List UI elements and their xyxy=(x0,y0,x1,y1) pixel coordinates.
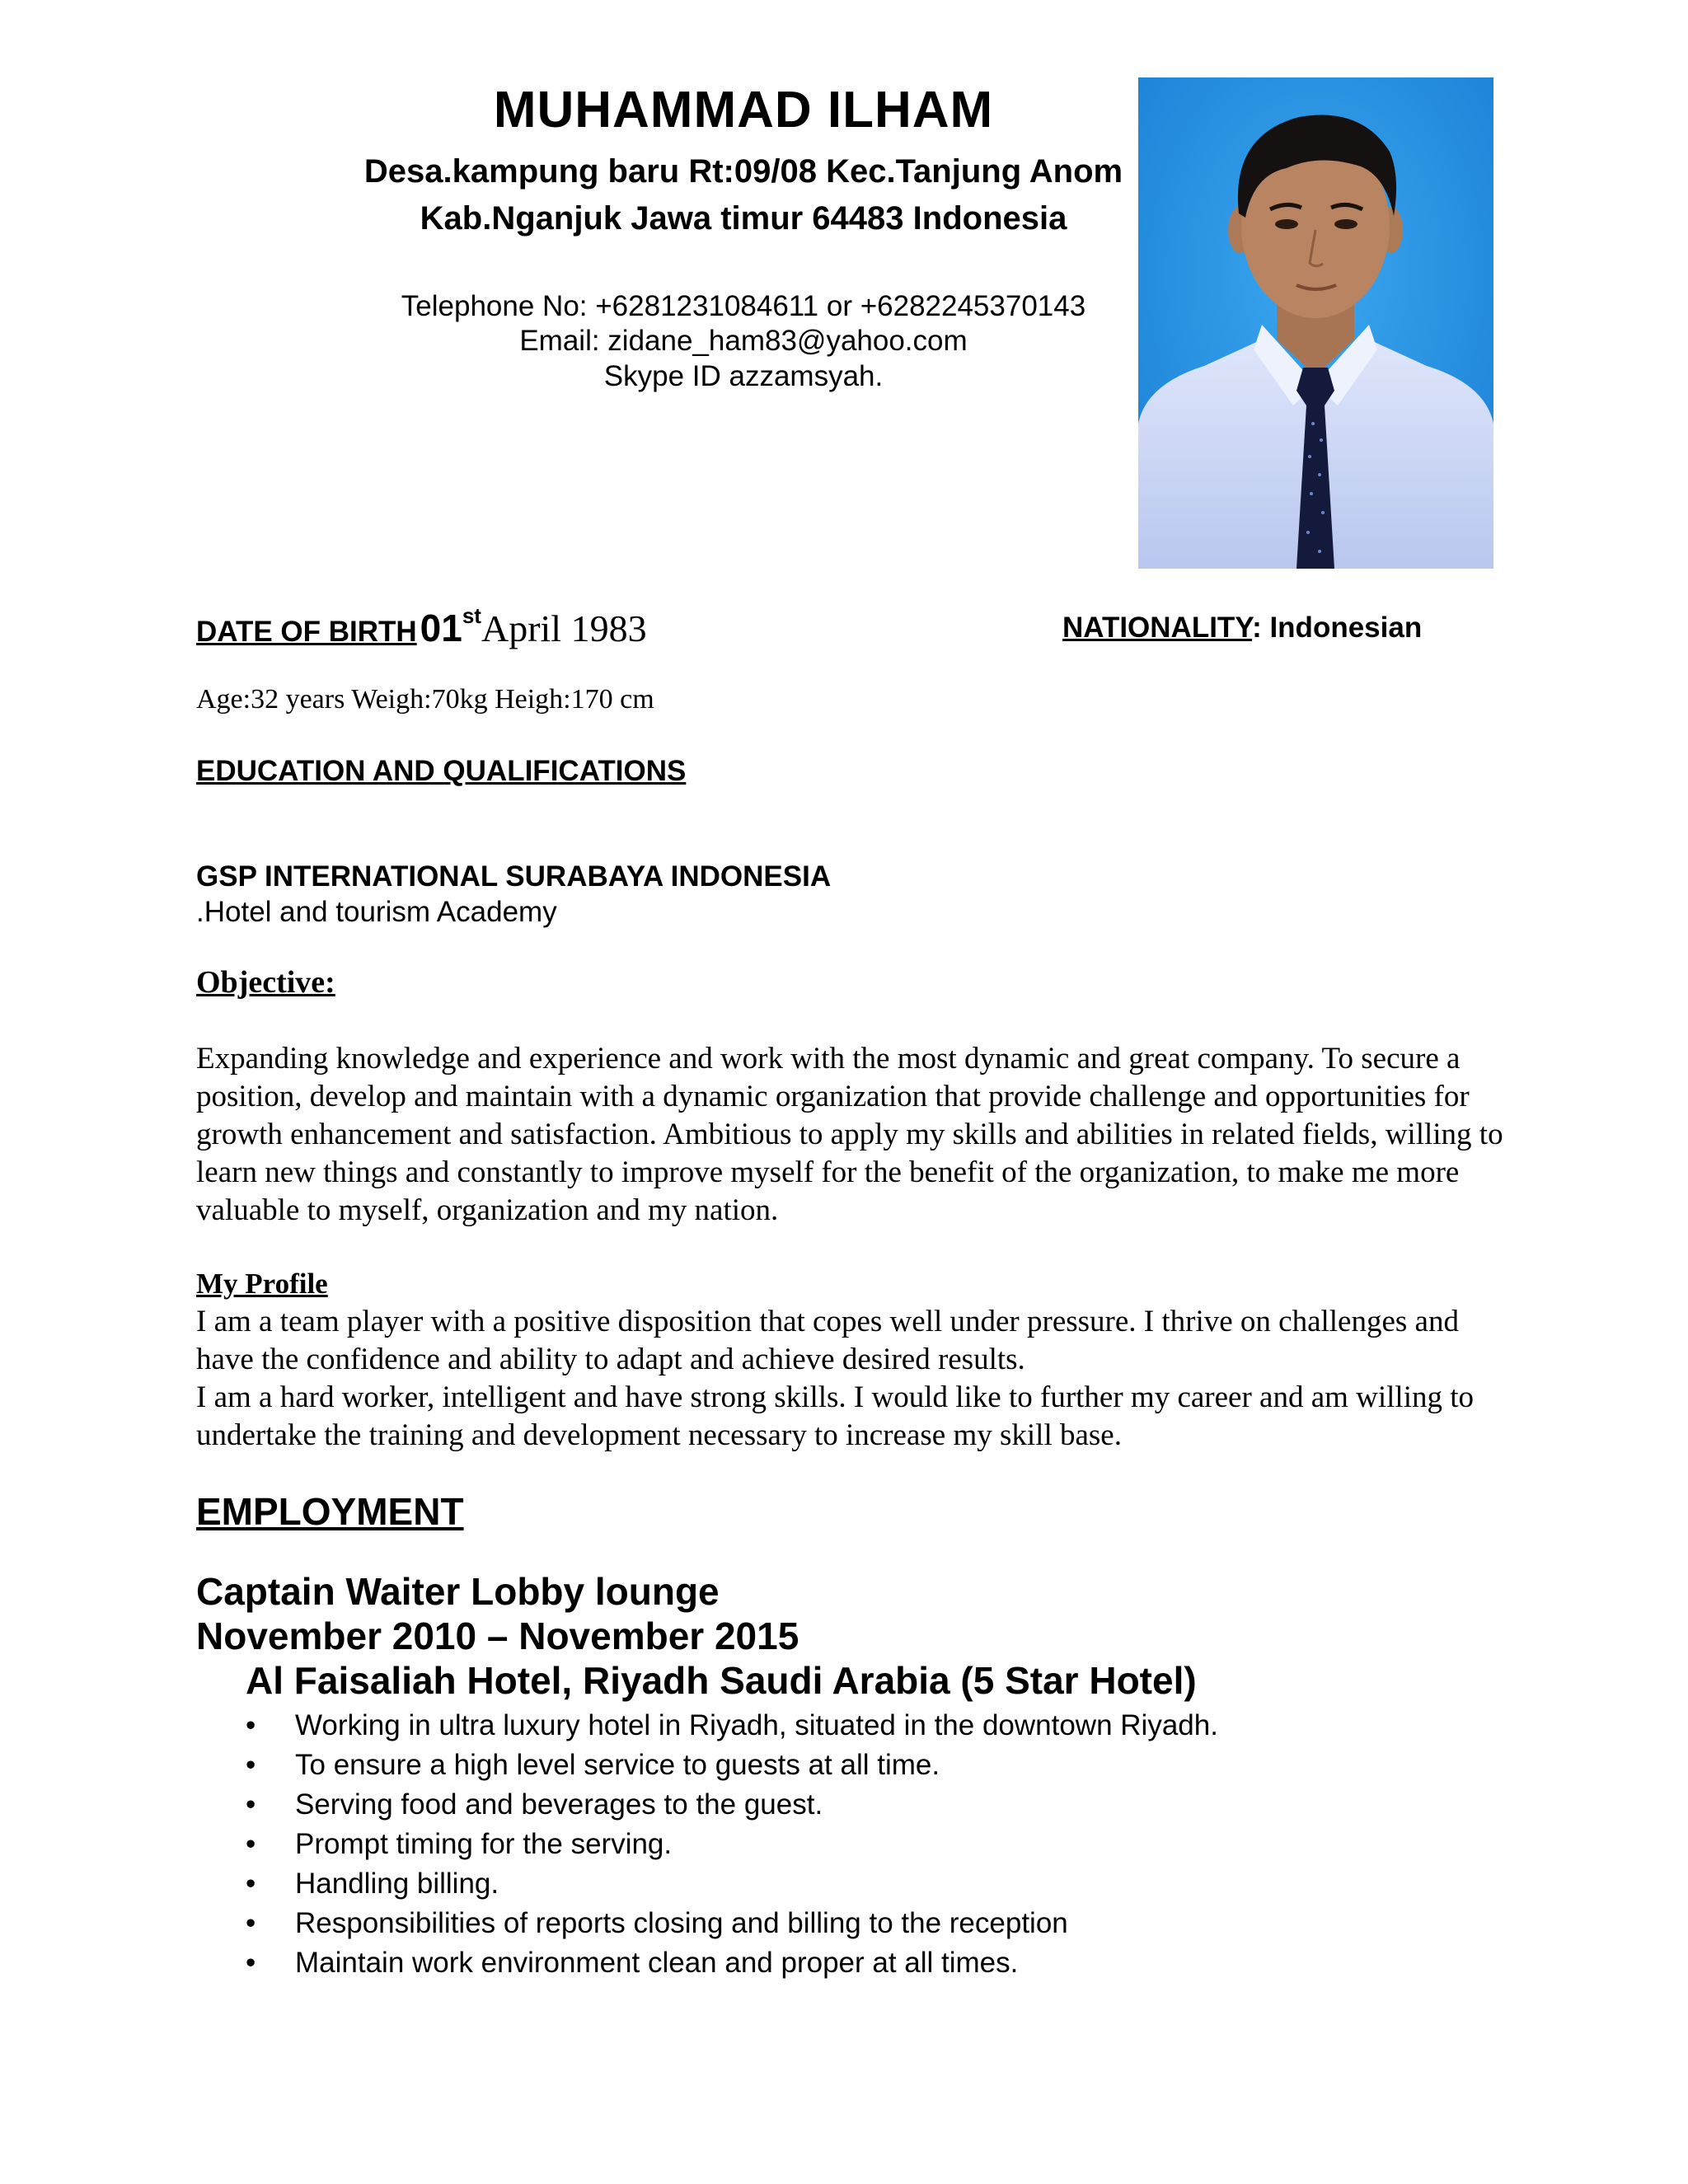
bullet-icon: • xyxy=(246,1868,256,1900)
profile-heading: My Profile xyxy=(196,1268,328,1300)
duty-text: To ensure a high level service to guests at all time. xyxy=(295,1749,940,1781)
dob-label: DATE OF BIRTH xyxy=(196,616,417,648)
list-item xyxy=(196,1746,1515,1785)
duties-list xyxy=(196,1706,1515,1983)
duty-text: Responsibilities of reports closing and billing to the reception xyxy=(295,1907,1068,1939)
profile-text-1: I am a team player with a positive disposition that copes well under pressure. I thrive on challenges and have the confidence and ability to adapt and achieve desired results. xyxy=(196,1305,1459,1376)
address-line-1: Desa.kampung baru Rt:09/08 Kec.Tanjung Anom xyxy=(363,153,1123,190)
objective-text: Expanding knowledge and experience and work with the most dynamic and great company. To secure a position, develop and maintain with a dynamic organization that provide challenge and opportunities for growth enhancement and satisfaction. Ambitious to apply my skills and abilities in related fields, willing to learn new things and constantly to improve myself for the benefit of the organization, to make me more valuable to myself, organization and my nation. xyxy=(196,1042,1503,1227)
employer-hotel: Al Faisaliah Hotel, Riyadh Saudi Arabia (5 Star Hotel) xyxy=(246,1659,1197,1702)
duty-text: Handling billing. xyxy=(295,1868,499,1900)
nationality xyxy=(1062,612,1422,644)
bullet-icon: • xyxy=(246,1828,256,1860)
personal-stats: Age:32 years Weigh:70kg Heigh:170 cm xyxy=(196,684,654,715)
list-item xyxy=(196,1785,1515,1825)
job-title: Captain Waiter Lobby lounge xyxy=(196,1570,720,1613)
education-heading: EDUCATION AND QUALIFICATIONS xyxy=(196,755,687,787)
duty-text: Working in ultra luxury hotel in Riyadh, situated in the downtown Riyadh. xyxy=(295,1709,1218,1741)
list-item xyxy=(196,1825,1515,1864)
school-program: .Hotel and tourism Academy xyxy=(196,896,557,928)
profile-photo xyxy=(1138,77,1493,569)
bullet-icon: • xyxy=(246,1947,256,1979)
address-line-2: Kab.Nganjuk Jawa timur 64483 Indonesia xyxy=(420,200,1067,237)
date-of-birth xyxy=(196,603,647,650)
duty-text: Serving food and beverages to the guest. xyxy=(295,1788,823,1821)
profile-text-2: I am a hard worker, intelligent and have strong skills. I would like to further my career and am willing to undertake the training and development necessary to increase my skill base. xyxy=(196,1380,1475,1452)
nationality-value: : Indonesian xyxy=(1252,612,1423,644)
nationality-label: NATIONALITY xyxy=(1062,612,1253,644)
school-name: GSP INTERNATIONAL SURABAYA INDONESIA xyxy=(196,860,832,893)
bullet-icon: • xyxy=(246,1709,256,1741)
list-item xyxy=(196,1864,1515,1904)
email: Email: zidane_ham83@yahoo.com xyxy=(519,325,968,357)
list-item xyxy=(196,1943,1515,1983)
list-item xyxy=(196,1706,1515,1746)
dob-month-year: April 1983 xyxy=(481,607,647,649)
dob-day: 01 xyxy=(420,607,462,649)
bullet-icon: • xyxy=(246,1788,256,1821)
eye-left xyxy=(1275,219,1298,229)
eye-right xyxy=(1334,219,1357,229)
bullet-icon: • xyxy=(246,1907,256,1939)
employment-heading: EMPLOYMENT xyxy=(196,1490,464,1533)
bullet-icon: • xyxy=(246,1749,256,1781)
job-period: November 2010 – November 2015 xyxy=(196,1615,799,1657)
list-item xyxy=(196,1904,1515,1943)
dob-suffix: st xyxy=(462,603,481,628)
telephone: Telephone No: +6281231084611 or +6282245370143 xyxy=(401,290,1086,322)
duty-text: Prompt timing for the serving. xyxy=(295,1828,673,1860)
candidate-name: MUHAMMAD ILHAM xyxy=(493,82,994,138)
duty-text: Maintain work environment clean and proper at all times. xyxy=(295,1947,1019,1979)
objective-heading: Objective: xyxy=(196,965,335,1000)
skype-id: Skype ID azzamsyah. xyxy=(603,360,884,392)
